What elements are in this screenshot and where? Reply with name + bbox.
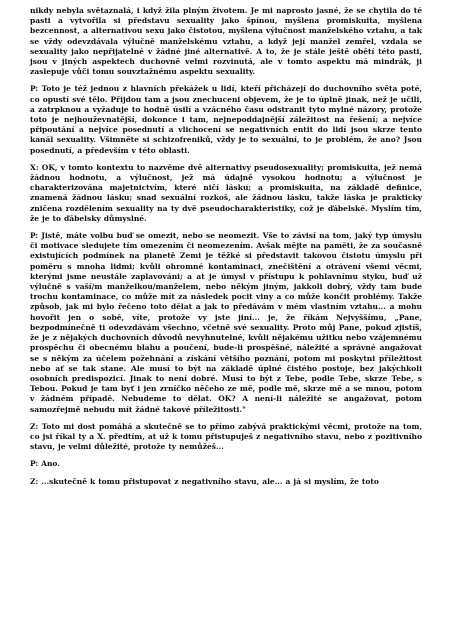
paragraph-7: Z: ...skutečně k tomu přistupovat z negativního stavu, ale... a já si myslím, že toto [30,476,379,486]
paragraph-5: Z: Toto mi dost pomáhá a skutečně se to přímo zabývá praktickými věcmi, protože na tom, co jsi říkal ty a X. předtím, at už k tomu přistupuješ z negativního stavu, nebo z pozitivního stavu, je velmi důležité, protože ty nemůžeš... [30,421,422,452]
paragraph-6: P: Ano. [30,459,60,469]
paragraph-2: P: Toto je též jednou z hlavních překážek u lidí, kteří přicházejí do duchovního světa poté, co opustí své tělo. Přijdou tam a jsou znechuceni objevem, že je to úplně jinak, než je učili, a zatrpknou a vyžaduje to hodně úsilí a vzácného času odstranit tyto mylné názory, protože toto je nejhouževnatější, dokonce i tam, nejnepoddajnější záležitost na řešení; a nejvíce připoutání a nejvíce posednutí a vlichocení se negativních entit do lidí jsou skrze tento kanál sexuality. Všimněte si schizofreniků, vždy je to sexuální, to je problém, že ano? Jsou posednutí, a především v této oblasti. [30,84,422,155]
paragraph-1: nikdy nebyla světaznalá, i když žila plným životem. Je mi naprosto jasné, že se chytila do té pasti a vytvořila si představu sexuality jako špínou, myšlena promiskuita, myšlena bezcennost, a alternativou sexu jako čistotou, myšlena výlučnost manželského vztahu, a tak se vždy odevzdávala výlučně manželskému vztahu, a když její manžel zemřel, vzdala se sexuality jako nepřijatelné v žádné jiné alternativě. A to, že je stále ještě obětí této pasti, jsou v jiných aspektech duchovně velmi rozvinutá, ale v tomto aspektu má mindrák, ji zaslepuje vůči tomu souvztažnému aspektu sexuality. [30,6,422,77]
paragraph-4: P: Jistě, máte volbu buď se omezit, nebo se neomezit. Vše to závisí na tom, jaký typ úmyslu či motivace sledujete tím omezením či neomezením. Avšak mějte na paměti, že za současně existujících podmínek na planetě Zemi je těžké si představit takovou čistotu úmyslu při poměru s mnoha lidmi; kvůli ohromné kontaminaci, znečištění a otrávení všemi věcmi, kterými jsme neustále zaplavováni; a at je úmysl v přístupu k pohlavnímu styku, buď už výlučně s vaší/m manželkou/manželem, nebo někým jiným, jakkoli dobrý, vždy tam bude trochu kontaminace, co může mít za následek pocit viny a co může končit problémy. Takže způsob, jak mi bylo řečeno toto dělat a jak to předávám v mém vlastním vztahu... a mohu hovořit jen o sobě, víte, protože vy jste jiní... je, že říkám Nejvyššímu, „Pane, bezpodmínečně ti odevzdávám všechno, včetně své sexuality. Proto můj Pane, pokud zjistíš, že je z nějakých duchovních důvodů nevyhnutelné, kvůli nějakému užitku nebo vzájemnému prospěchu či obecnému blahu a poučení, bude-li prospěšné, náležité a správné angažovat se s někým za účelem požehnání a získání většího poznání, potom mi poskytni příležitost nebo ať se tak stane. Ale musí to být na základě úplné čistého postoje, bez jakýchkoli osobních predispozicí. Jinak to není dobré. Musí to být z Tebe, podle Tebe, skrze Tebe, s Tebou. Pokud je tam byť i jen zrníčko něčeho ze mě, podle mě, skrze mě a se mnou, potom v žádném případě. Nebudeme to dělat. OK? A není-li náležité se angažovat, potom samozřejmě nebudu mít žádné takové příležitosti." [30,231,422,414]
paragraph-3: X: OK, v tomto kontextu to nazvěme dvě alternativy pseudosexuality; promiskuita, jež nemá žádnou hodnotu, a výlučnost, jež má údajně vysokou hodnotu; a výlučnost je charakterizována majetnictvím, které ničí lásku; a promiskuita, na základě definice, znamená žádnou lásku; snad sexuální rozkoš, ale žádnou lásku, takže láska je prakticky zničena rozdělením sexuality na ty dvě pseudocharakteristiky, což je ďábelské. Myslím tím, že je to ďábelsky důmyslné. [30,162,422,223]
